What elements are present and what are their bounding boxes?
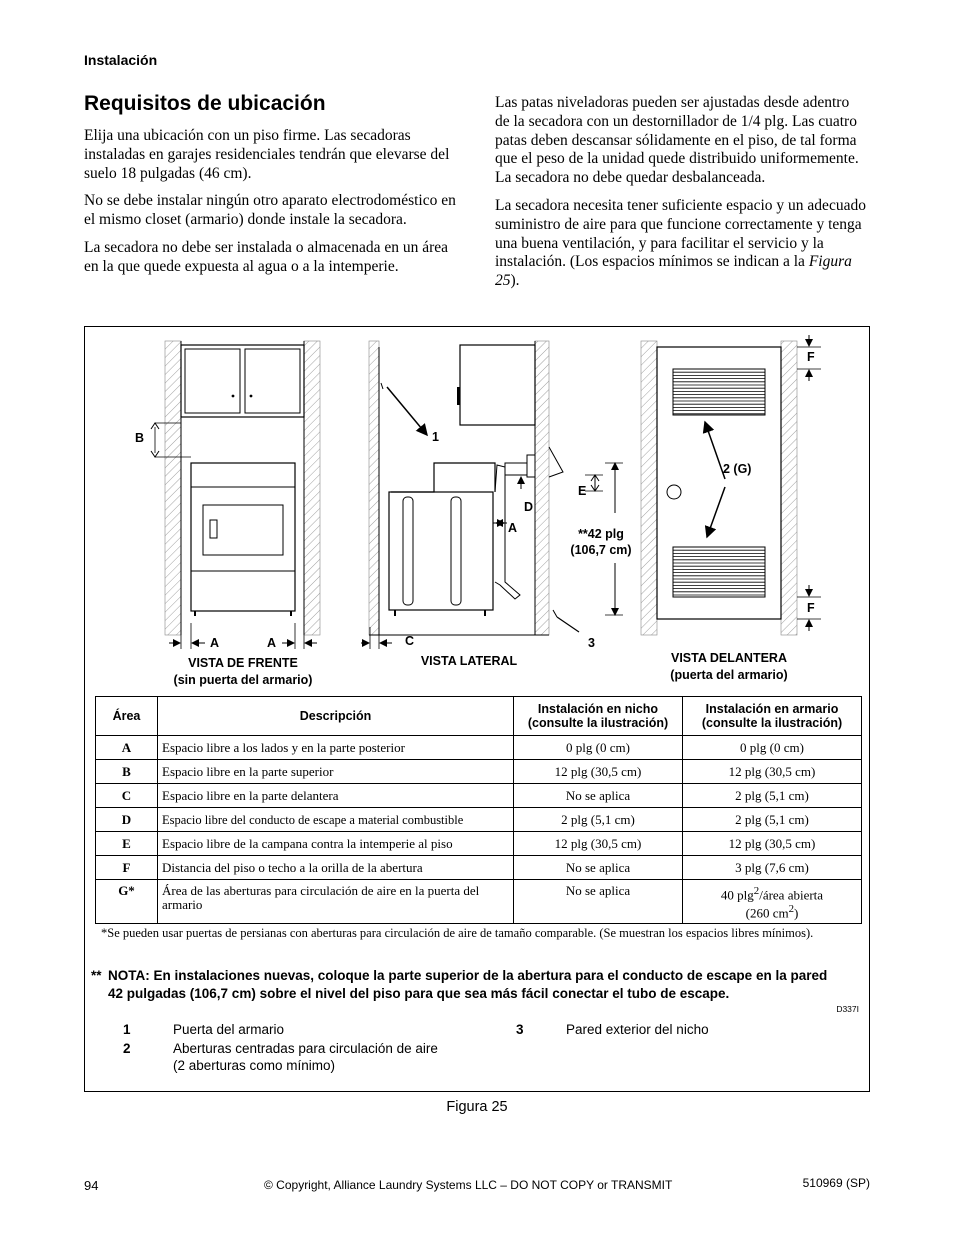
- table-footnote: *Se pueden usar puertas de persianas con aberturas para circulación de aire de tamaño comparable. (Se muestran los espacios libres mínimos).: [101, 926, 814, 940]
- front-view-subtitle: (sin puerta del armario): [173, 673, 313, 687]
- figure-reference: Figura 25: [495, 253, 852, 290]
- label-f-bottom: F: [807, 601, 815, 615]
- front-view-title: VISTA DE FRENTE: [188, 656, 298, 670]
- label-3: 3: [588, 636, 595, 650]
- drawing-code: D337I: [836, 1004, 859, 1014]
- installation-note: ** NOTA: En instalaciones nuevas, coloque la parte superior de la abertura para el conducto de escape en la pared 42 pulgadas (106,7 cm) sobre el nivel del piso para que sea más fácil conectar el tubo de escape.: [91, 968, 828, 1001]
- label-d: D: [524, 500, 534, 514]
- figure-25: B A A VISTA DE FRENTE (sin puerta del armario) 1 E D A **42 plg (106,7 cm) 3 C VISTA LATERAL F F 2 (G) VISTA DELANTERA (puerta del armario) Área Descripción Instalación en nicho (consulte la ilustración) Instalación en armario (consulte la ilustración) A Espacio libre a los lados y en la parte posterior 0 plg (0 cm) 0 plg (0 cm) B Espacio libre en la parte superior 12 plg (30,5 cm) 12 plg (30,5 cm) C Espacio libre en la parte delantera No se aplica 2 plg (5,1 cm) D Espacio libre del conducto de escape a material combustible 2 plg (5,1 cm) 2 plg (5,1 cm) E Espacio libre de la campana contra la intemperie al piso 12 plg (30,5 cm) 12 plg (30,5 cm) F Distancia del piso o techo a la orilla de la abertura No se aplica 3 plg (7,6 cm) G* Área de las aberturas para circulación de aire en la puerta del armario No se aplica 40 plg$^2$/área abierta (260 $cm^2$) *Se pueden usar puertas de persianas con aberturas para circulación de aire de tamaño comparable. (Se muestran los espacios libres mínimos). ** NOTA: En instalaciones nuevas, coloque la parte superior de la abertura para el conducto de escape en la pared 42 pulgadas (106,7 cm) sobre el nivel del piso para que sea más fácil conectar el tubo de escape. D337I 1 Puerta del armario 2 Aberturas centradas para circulación de aire (2 aberturas como mínimo) 3 Pared exterior del nicho: [84, 326, 870, 1092]
- label-2g: 2 (G): [723, 462, 752, 476]
- table-row: B Espacio libre en la parte superior 12 plg (30,5 cm) 12 plg (30,5 cm): [96, 760, 862, 784]
- clearance-diagram: [85, 327, 871, 692]
- paragraph: La secadora no debe ser instalada o almacenada en un área en la que quede expuesta al agua o a la intemperie.: [84, 238, 449, 275]
- paragraph: Elija una ubicación con un piso firme. Las secadoras instaladas en garajes residenciales tendrán que elevarse del suelo 18 pulgadas (46 cm).: [84, 127, 450, 182]
- document-id: 510969 (SP): [802, 1176, 870, 1190]
- header-alcove: Instalación en nicho (consulte la ilustración): [514, 697, 683, 736]
- right-column: [495, 94, 867, 300]
- paragraph: No se debe instalar ningún otro aparato electrodoméstico en el mismo closet (armario) donde instale la secadora.: [84, 192, 456, 229]
- table-header-row: [96, 697, 862, 736]
- paragraph: La secadora necesita tener suficiente espacio y un adecuado suministro de aire para que funcione correctamente y tenga una buena ventilación, y para facilitar el servicio y la instalación. (Los espacios mínimos se indican a la Figura 25).: [495, 196, 866, 290]
- page-title: Requisitos de ubicación: [84, 92, 326, 115]
- clearance-table: [95, 696, 862, 924]
- door-view-title: VISTA DELANTERA: [671, 651, 787, 665]
- door-view-subtitle: (puerta del armario): [670, 668, 788, 682]
- label-a-side: A: [508, 521, 518, 535]
- table-row: D Espacio libre del conducto de escape a material combustible 2 plg (5,1 cm) 2 plg (5,1 cm): [96, 808, 862, 832]
- side-view-title: VISTA LATERAL: [420, 654, 518, 668]
- figure-caption: Figura 25: [446, 1099, 508, 1115]
- page-number: 94: [84, 1178, 99, 1193]
- front-view: [135, 341, 320, 687]
- table-row: G* Área de las aberturas para circulación de aire en la puerta del armario No se aplica 40 plg$^2$/área abierta (260 $cm^2$): [96, 880, 862, 924]
- label-1: 1: [432, 430, 439, 444]
- height-label-metric: (106,7 cm): [570, 543, 632, 557]
- label-a-left: A: [210, 636, 220, 650]
- table-row: E Espacio libre de la campana contra la intemperie al piso 12 plg (30,5 cm) 12 plg (30,5 cm): [96, 832, 862, 856]
- copyright: © Copyright, Alliance Laundry Systems LLC – DO NOT COPY or TRANSMIT: [264, 1178, 673, 1192]
- table-row: C Espacio libre en la parte delantera No se aplica 2 plg (5,1 cm): [96, 784, 862, 808]
- label-a-right: A: [267, 636, 277, 650]
- header-closet: Instalación en armario (consulte la ilustración): [683, 697, 862, 736]
- side-view: [361, 341, 632, 668]
- label-b: B: [135, 431, 145, 445]
- table-row: A Espacio libre a los lados y en la parte posterior 0 plg (0 cm) 0 plg (0 cm): [96, 736, 862, 760]
- door-view: [641, 335, 821, 682]
- label-f-top: F: [807, 350, 815, 364]
- height-label: **42 plg: [578, 527, 624, 541]
- header-area: Área: [96, 697, 158, 736]
- label-c: C: [405, 634, 415, 648]
- header-description: Descripción: [158, 697, 514, 736]
- left-column: [84, 127, 462, 286]
- table-row: F Distancia del piso o techo a la orilla de la abertura No se aplica 3 plg (7,6 cm): [96, 856, 862, 880]
- paragraph: Las patas niveladoras pueden ser ajustadas desde adentro de la secadora con un destornillador de 1/4 plg. Las cuatro patas deben descansar sólidamente en el piso, de tal forma que el peso de la unidad quede distribuido uniformemente. La secadora no debe quedar desbalanceada.: [495, 94, 859, 187]
- section-label: Instalación: [84, 52, 158, 68]
- label-e: E: [578, 484, 587, 498]
